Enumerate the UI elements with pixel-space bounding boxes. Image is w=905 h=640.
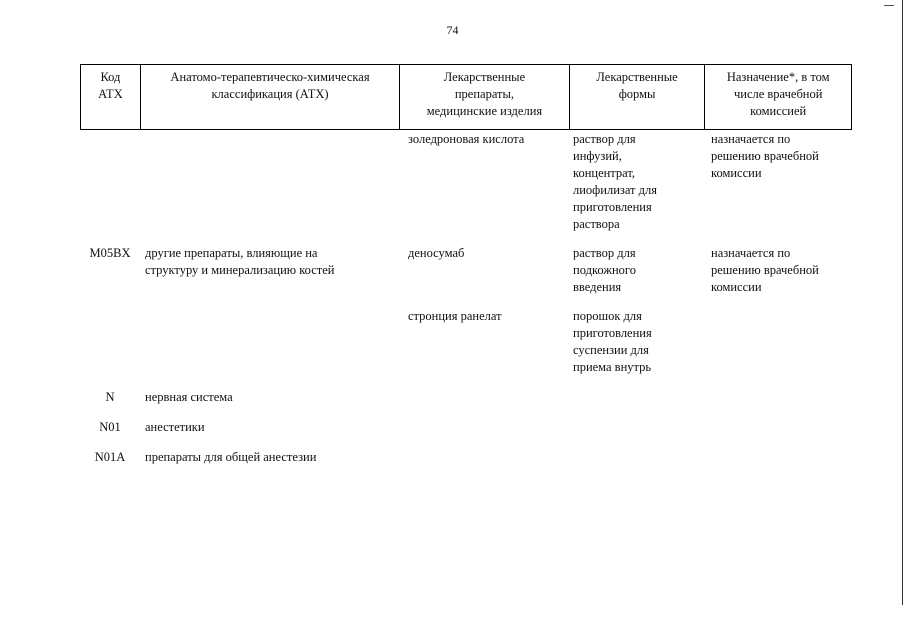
drug-name: деносумаб (408, 246, 465, 260)
page-number: 74 (446, 23, 459, 37)
scan-corner-mark (884, 5, 894, 6)
drug-name: золедроновая кислота (408, 132, 525, 146)
atc-classification: препараты для общей анестезии (145, 450, 317, 464)
atc-code: N01 (99, 420, 121, 434)
atc-classification: нервная система (145, 390, 233, 404)
header-purpose: Назначение*, в том числе врачебной комиссией (726, 70, 830, 118)
atc-code: N (105, 390, 115, 404)
atc-classification: анестетики (145, 420, 205, 434)
table-header (80, 64, 852, 130)
atc-code: M05BX (89, 246, 131, 260)
atc-code: N01A (94, 450, 126, 464)
purpose-note: назначается по решению врачебной комиссии (711, 132, 819, 180)
drug-name: стронция ранелат (408, 309, 502, 323)
header-drugs: Лекарственные препараты, медицинские изделия (400, 65, 570, 129)
dosage-form: раствор для подкожного введения (573, 246, 636, 294)
dosage-form: порошок для приготовления суспензии для приема внутрь (573, 309, 652, 374)
page-edge-line (902, 0, 903, 605)
header-classification: Анатомо-терапевтическо-химическая классификация (АТХ) (141, 65, 400, 129)
atc-classification: другие препараты, влияющие на структуру и минерализацию костей (145, 246, 335, 277)
header-forms: Лекарственные формы (570, 65, 706, 129)
header-code: Код АТХ (81, 65, 141, 129)
dosage-form: раствор для инфузий, концентрат, лиофилизат для приготовления раствора (573, 132, 657, 231)
purpose-note: назначается по решению врачебной комиссии (711, 246, 819, 294)
